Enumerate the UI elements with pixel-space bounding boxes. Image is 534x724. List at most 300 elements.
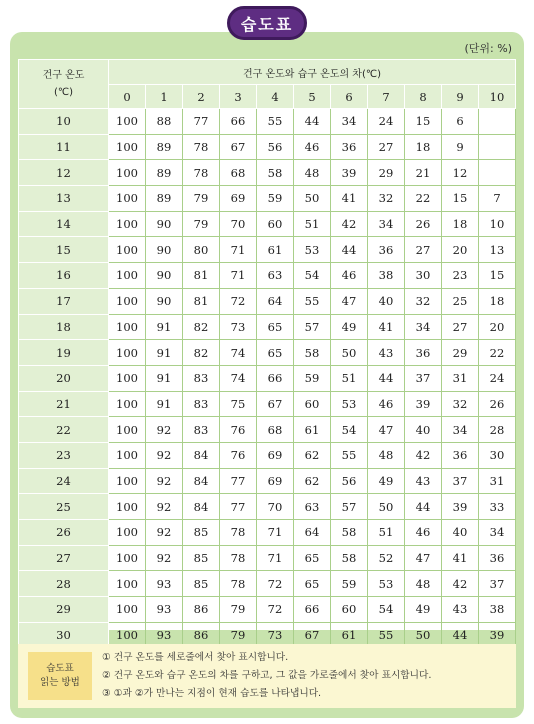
humidity-cell: 59 [294, 365, 331, 391]
table-row [19, 340, 516, 366]
humidity-cell: 93 [146, 622, 183, 648]
humidity-cell: 91 [146, 391, 183, 417]
humidity-cell: 91 [146, 365, 183, 391]
table-row [19, 520, 516, 546]
humidity-cell: 100 [109, 109, 146, 135]
humidity-cell: 27 [368, 134, 405, 160]
reading-guide-step: ② 건구 온도와 습구 온도의 차를 구하고, 그 값을 가로줄에서 찾아 표시합니다. [102, 670, 432, 681]
unit-label: (단위: %) [464, 42, 512, 55]
humidity-cell: 55 [257, 109, 294, 135]
humidity-cell: 76 [220, 442, 257, 468]
table-row [19, 160, 516, 186]
humidity-cell: 34 [479, 520, 516, 546]
table-row [19, 109, 516, 135]
humidity-cell: 23 [442, 263, 479, 289]
humidity-cell: 39 [331, 160, 368, 186]
dry-temp-header-unit: (℃) [53, 87, 74, 98]
humidity-cell: 78 [183, 160, 220, 186]
table-row [19, 417, 516, 443]
humidity-cell: 56 [257, 134, 294, 160]
humidity-cell: 73 [257, 622, 294, 648]
humidity-cell: 32 [405, 288, 442, 314]
humidity-cell: 9 [442, 134, 479, 160]
humidity-cell: 36 [442, 442, 479, 468]
humidity-cell [479, 160, 516, 186]
dry-temp-cell: 20 [19, 365, 109, 391]
humidity-cell: 100 [109, 622, 146, 648]
humidity-cell: 22 [405, 186, 442, 212]
humidity-cell: 61 [257, 237, 294, 263]
humidity-cell: 31 [442, 365, 479, 391]
humidity-cell: 71 [257, 545, 294, 571]
humidity-cell: 100 [109, 417, 146, 443]
humidity-cell: 92 [146, 494, 183, 520]
humidity-cell: 29 [368, 160, 405, 186]
humidity-cell: 39 [442, 494, 479, 520]
humidity-cell: 100 [109, 520, 146, 546]
humidity-cell: 77 [220, 468, 257, 494]
humidity-cell: 40 [442, 520, 479, 546]
humidity-cell: 32 [368, 186, 405, 212]
dry-temp-cell: 26 [19, 520, 109, 546]
humidity-cell: 61 [294, 417, 331, 443]
humidity-cell: 65 [257, 340, 294, 366]
humidity-cell: 42 [405, 442, 442, 468]
dry-temp-cell: 24 [19, 468, 109, 494]
humidity-cell: 85 [183, 571, 220, 597]
humidity-cell: 66 [220, 109, 257, 135]
humidity-cell: 59 [257, 186, 294, 212]
humidity-cell: 59 [331, 571, 368, 597]
humidity-cell: 92 [146, 520, 183, 546]
humidity-table [18, 59, 516, 648]
humidity-cell: 68 [257, 417, 294, 443]
humidity-cell: 64 [294, 520, 331, 546]
humidity-cell: 47 [331, 288, 368, 314]
dry-temp-cell: 15 [19, 237, 109, 263]
humidity-table-body [19, 109, 516, 648]
humidity-cell: 79 [183, 211, 220, 237]
humidity-cell: 47 [368, 417, 405, 443]
humidity-cell: 67 [220, 134, 257, 160]
humidity-cell: 91 [146, 340, 183, 366]
dry-temp-cell: 17 [19, 288, 109, 314]
humidity-cell: 48 [294, 160, 331, 186]
humidity-cell: 80 [183, 237, 220, 263]
temp-diff-column-header: 4 [257, 85, 294, 109]
humidity-cell: 77 [220, 494, 257, 520]
humidity-cell: 44 [294, 109, 331, 135]
humidity-cell: 100 [109, 314, 146, 340]
humidity-cell: 69 [257, 468, 294, 494]
humidity-cell: 85 [183, 545, 220, 571]
table-row [19, 597, 516, 623]
humidity-cell: 84 [183, 442, 220, 468]
humidity-cell: 42 [331, 211, 368, 237]
humidity-cell: 86 [183, 597, 220, 623]
dry-temp-cell: 11 [19, 134, 109, 160]
humidity-cell: 55 [368, 622, 405, 648]
humidity-cell: 74 [220, 365, 257, 391]
humidity-cell: 58 [294, 340, 331, 366]
humidity-cell: 78 [220, 545, 257, 571]
humidity-cell: 15 [442, 186, 479, 212]
humidity-cell: 60 [331, 597, 368, 623]
humidity-cell: 46 [368, 391, 405, 417]
humidity-cell: 90 [146, 288, 183, 314]
reading-guide-label [28, 652, 92, 700]
page-title: 습도표 [227, 6, 307, 40]
dry-temp-cell: 27 [19, 545, 109, 571]
humidity-cell: 65 [257, 314, 294, 340]
humidity-cell: 81 [183, 288, 220, 314]
humidity-cell: 34 [442, 417, 479, 443]
humidity-cell: 33 [479, 494, 516, 520]
humidity-cell: 34 [405, 314, 442, 340]
humidity-cell: 100 [109, 340, 146, 366]
humidity-cell: 56 [331, 468, 368, 494]
humidity-cell: 70 [257, 494, 294, 520]
humidity-cell: 15 [479, 263, 516, 289]
humidity-cell: 50 [405, 622, 442, 648]
humidity-cell: 36 [331, 134, 368, 160]
humidity-cell: 30 [405, 263, 442, 289]
humidity-cell: 90 [146, 263, 183, 289]
humidity-cell: 43 [442, 597, 479, 623]
humidity-cell: 92 [146, 442, 183, 468]
humidity-cell: 36 [479, 545, 516, 571]
humidity-cell: 78 [220, 571, 257, 597]
reading-guide-steps [102, 649, 510, 703]
humidity-cell: 63 [257, 263, 294, 289]
humidity-cell: 81 [183, 263, 220, 289]
humidity-cell: 84 [183, 468, 220, 494]
humidity-cell: 83 [183, 365, 220, 391]
table-row [19, 211, 516, 237]
humidity-cell: 100 [109, 494, 146, 520]
humidity-cell: 48 [368, 442, 405, 468]
humidity-cell: 100 [109, 571, 146, 597]
humidity-cell: 46 [331, 263, 368, 289]
temp-diff-column-header: 7 [368, 85, 405, 109]
humidity-cell: 78 [220, 520, 257, 546]
humidity-cell: 85 [183, 520, 220, 546]
humidity-cell: 58 [331, 520, 368, 546]
humidity-cell: 74 [220, 340, 257, 366]
table-row [19, 314, 516, 340]
humidity-cell: 55 [331, 442, 368, 468]
humidity-cell: 62 [294, 442, 331, 468]
humidity-cell: 64 [257, 288, 294, 314]
humidity-cell: 7 [479, 186, 516, 212]
temp-diff-column-header: 10 [479, 85, 516, 109]
humidity-cell: 32 [442, 391, 479, 417]
humidity-cell: 26 [405, 211, 442, 237]
humidity-cell: 93 [146, 597, 183, 623]
table-row [19, 288, 516, 314]
humidity-cell: 24 [479, 365, 516, 391]
reading-guide-step: ① 건구 온도를 세로줄에서 찾아 표시합니다. [102, 652, 289, 663]
humidity-cell: 76 [220, 417, 257, 443]
dry-temp-cell: 16 [19, 263, 109, 289]
humidity-cell: 71 [257, 520, 294, 546]
humidity-cell: 58 [331, 545, 368, 571]
humidity-cell: 66 [257, 365, 294, 391]
humidity-cell: 100 [109, 545, 146, 571]
humidity-cell: 51 [294, 211, 331, 237]
table-row [19, 468, 516, 494]
humidity-cell [479, 134, 516, 160]
humidity-cell: 78 [183, 134, 220, 160]
humidity-cell: 57 [331, 494, 368, 520]
humidity-cell: 39 [479, 622, 516, 648]
table-row [19, 494, 516, 520]
humidity-cell: 67 [257, 391, 294, 417]
humidity-cell: 46 [294, 134, 331, 160]
humidity-cell: 18 [479, 288, 516, 314]
humidity-cell: 27 [442, 314, 479, 340]
humidity-cell: 88 [146, 109, 183, 135]
dry-temp-cell: 21 [19, 391, 109, 417]
humidity-cell: 21 [405, 160, 442, 186]
humidity-cell: 40 [405, 417, 442, 443]
dry-temp-cell: 30 [19, 622, 109, 648]
humidity-cell: 100 [109, 186, 146, 212]
humidity-cell: 44 [368, 365, 405, 391]
humidity-cell: 54 [331, 417, 368, 443]
humidity-cell: 6 [442, 109, 479, 135]
humidity-cell: 42 [442, 571, 479, 597]
humidity-cell: 13 [479, 237, 516, 263]
humidity-cell: 53 [331, 391, 368, 417]
humidity-cell: 75 [220, 391, 257, 417]
humidity-cell: 63 [294, 494, 331, 520]
reading-guide-label-line: 읽는 방법 [40, 677, 80, 688]
humidity-cell: 44 [331, 237, 368, 263]
humidity-cell: 65 [294, 571, 331, 597]
humidity-cell: 53 [368, 571, 405, 597]
humidity-cell: 53 [294, 237, 331, 263]
humidity-cell: 55 [294, 288, 331, 314]
humidity-cell: 29 [442, 340, 479, 366]
humidity-cell: 51 [368, 520, 405, 546]
humidity-table-wrap [18, 59, 516, 643]
humidity-cell: 89 [146, 134, 183, 160]
humidity-cell: 49 [368, 468, 405, 494]
humidity-cell: 77 [183, 109, 220, 135]
humidity-cell: 100 [109, 597, 146, 623]
temp-diff-column-header: 2 [183, 85, 220, 109]
humidity-cell: 49 [331, 314, 368, 340]
table-row [19, 442, 516, 468]
humidity-cell: 34 [331, 109, 368, 135]
humidity-cell: 60 [294, 391, 331, 417]
humidity-cell: 100 [109, 160, 146, 186]
humidity-cell: 71 [220, 237, 257, 263]
humidity-cell: 100 [109, 365, 146, 391]
table-row [19, 571, 516, 597]
humidity-cell: 83 [183, 417, 220, 443]
humidity-cell: 38 [368, 263, 405, 289]
humidity-cell: 37 [479, 571, 516, 597]
humidity-cell: 83 [183, 391, 220, 417]
dry-temp-cell: 25 [19, 494, 109, 520]
humidity-cell: 69 [220, 186, 257, 212]
humidity-cell: 50 [368, 494, 405, 520]
humidity-cell: 92 [146, 545, 183, 571]
humidity-cell: 89 [146, 160, 183, 186]
humidity-cell: 50 [294, 186, 331, 212]
humidity-cell: 72 [257, 597, 294, 623]
humidity-cell: 44 [442, 622, 479, 648]
humidity-cell: 46 [405, 520, 442, 546]
humidity-cell: 52 [368, 545, 405, 571]
humidity-cell: 61 [331, 622, 368, 648]
temp-diff-header: 건구 온도와 습구 온도의 차(℃) [109, 60, 516, 85]
dry-temp-header [19, 60, 109, 109]
humidity-cell: 91 [146, 314, 183, 340]
humidity-cell: 71 [220, 263, 257, 289]
dry-temp-cell: 28 [19, 571, 109, 597]
humidity-cell: 48 [405, 571, 442, 597]
table-row [19, 545, 516, 571]
humidity-cell: 12 [442, 160, 479, 186]
humidity-cell: 73 [220, 314, 257, 340]
reading-guide [18, 644, 516, 708]
temp-diff-column-header: 6 [331, 85, 368, 109]
table-row [19, 134, 516, 160]
humidity-cell: 58 [257, 160, 294, 186]
humidity-cell: 34 [368, 211, 405, 237]
humidity-cell: 86 [183, 622, 220, 648]
humidity-cell: 100 [109, 468, 146, 494]
temp-diff-column-header: 0 [109, 85, 146, 109]
humidity-cell: 72 [257, 571, 294, 597]
humidity-cell: 30 [479, 442, 516, 468]
humidity-cell: 39 [405, 391, 442, 417]
humidity-cell: 51 [331, 365, 368, 391]
humidity-cell: 36 [405, 340, 442, 366]
humidity-cell: 47 [405, 545, 442, 571]
humidity-table-panel [10, 32, 524, 718]
humidity-cell: 25 [442, 288, 479, 314]
humidity-cell: 49 [405, 597, 442, 623]
humidity-cell: 20 [442, 237, 479, 263]
humidity-cell: 57 [294, 314, 331, 340]
humidity-cell: 37 [442, 468, 479, 494]
table-row [19, 186, 516, 212]
dry-temp-cell: 22 [19, 417, 109, 443]
humidity-cell: 18 [405, 134, 442, 160]
reading-guide-label-line: 습도표 [46, 663, 74, 674]
humidity-cell [479, 109, 516, 135]
humidity-cell: 100 [109, 237, 146, 263]
humidity-cell: 41 [442, 545, 479, 571]
humidity-cell: 100 [109, 288, 146, 314]
dry-temp-cell: 29 [19, 597, 109, 623]
table-row [19, 391, 516, 417]
humidity-cell: 93 [146, 571, 183, 597]
dry-temp-cell: 23 [19, 442, 109, 468]
humidity-cell: 92 [146, 417, 183, 443]
humidity-cell: 100 [109, 263, 146, 289]
humidity-cell: 36 [368, 237, 405, 263]
humidity-cell: 10 [479, 211, 516, 237]
humidity-cell: 26 [479, 391, 516, 417]
dry-temp-cell: 14 [19, 211, 109, 237]
humidity-cell: 89 [146, 186, 183, 212]
humidity-cell: 28 [479, 417, 516, 443]
temp-diff-column-header: 3 [220, 85, 257, 109]
temp-diff-column-header: 8 [405, 85, 442, 109]
humidity-cell: 37 [405, 365, 442, 391]
humidity-cell: 67 [294, 622, 331, 648]
humidity-cell: 40 [368, 288, 405, 314]
humidity-cell: 31 [479, 468, 516, 494]
humidity-cell: 43 [405, 468, 442, 494]
humidity-cell: 27 [405, 237, 442, 263]
humidity-cell: 100 [109, 134, 146, 160]
humidity-cell: 100 [109, 391, 146, 417]
humidity-cell: 43 [368, 340, 405, 366]
humidity-cell: 54 [294, 263, 331, 289]
humidity-cell: 15 [405, 109, 442, 135]
humidity-cell: 82 [183, 314, 220, 340]
humidity-cell: 79 [183, 186, 220, 212]
table-row [19, 263, 516, 289]
humidity-cell: 79 [220, 597, 257, 623]
humidity-cell: 82 [183, 340, 220, 366]
humidity-cell: 70 [220, 211, 257, 237]
temp-diff-column-header: 9 [442, 85, 479, 109]
humidity-cell: 68 [220, 160, 257, 186]
humidity-cell: 79 [220, 622, 257, 648]
humidity-cell: 24 [368, 109, 405, 135]
humidity-cell: 92 [146, 468, 183, 494]
humidity-cell: 22 [479, 340, 516, 366]
temp-diff-column-header: 1 [146, 85, 183, 109]
humidity-cell: 38 [479, 597, 516, 623]
humidity-cell: 62 [294, 468, 331, 494]
humidity-cell: 69 [257, 442, 294, 468]
dry-temp-header-label: 건구 온도 [42, 70, 85, 81]
humidity-cell: 72 [220, 288, 257, 314]
humidity-cell: 90 [146, 211, 183, 237]
dry-temp-cell: 18 [19, 314, 109, 340]
temp-diff-column-header: 5 [294, 85, 331, 109]
humidity-cell: 66 [294, 597, 331, 623]
humidity-cell: 90 [146, 237, 183, 263]
humidity-cell: 54 [368, 597, 405, 623]
table-row [19, 365, 516, 391]
humidity-cell: 41 [368, 314, 405, 340]
table-row [19, 237, 516, 263]
humidity-cell: 41 [331, 186, 368, 212]
humidity-cell: 100 [109, 442, 146, 468]
humidity-cell: 20 [479, 314, 516, 340]
humidity-cell: 60 [257, 211, 294, 237]
dry-temp-cell: 10 [19, 109, 109, 135]
humidity-cell: 50 [331, 340, 368, 366]
dry-temp-cell: 12 [19, 160, 109, 186]
reading-guide-step: ③ ①과 ②가 만나는 지점이 현재 습도를 나타냅니다. [102, 688, 322, 699]
humidity-cell: 100 [109, 211, 146, 237]
dry-temp-cell: 13 [19, 186, 109, 212]
humidity-cell: 84 [183, 494, 220, 520]
dry-temp-cell: 19 [19, 340, 109, 366]
humidity-cell: 65 [294, 545, 331, 571]
humidity-cell: 44 [405, 494, 442, 520]
